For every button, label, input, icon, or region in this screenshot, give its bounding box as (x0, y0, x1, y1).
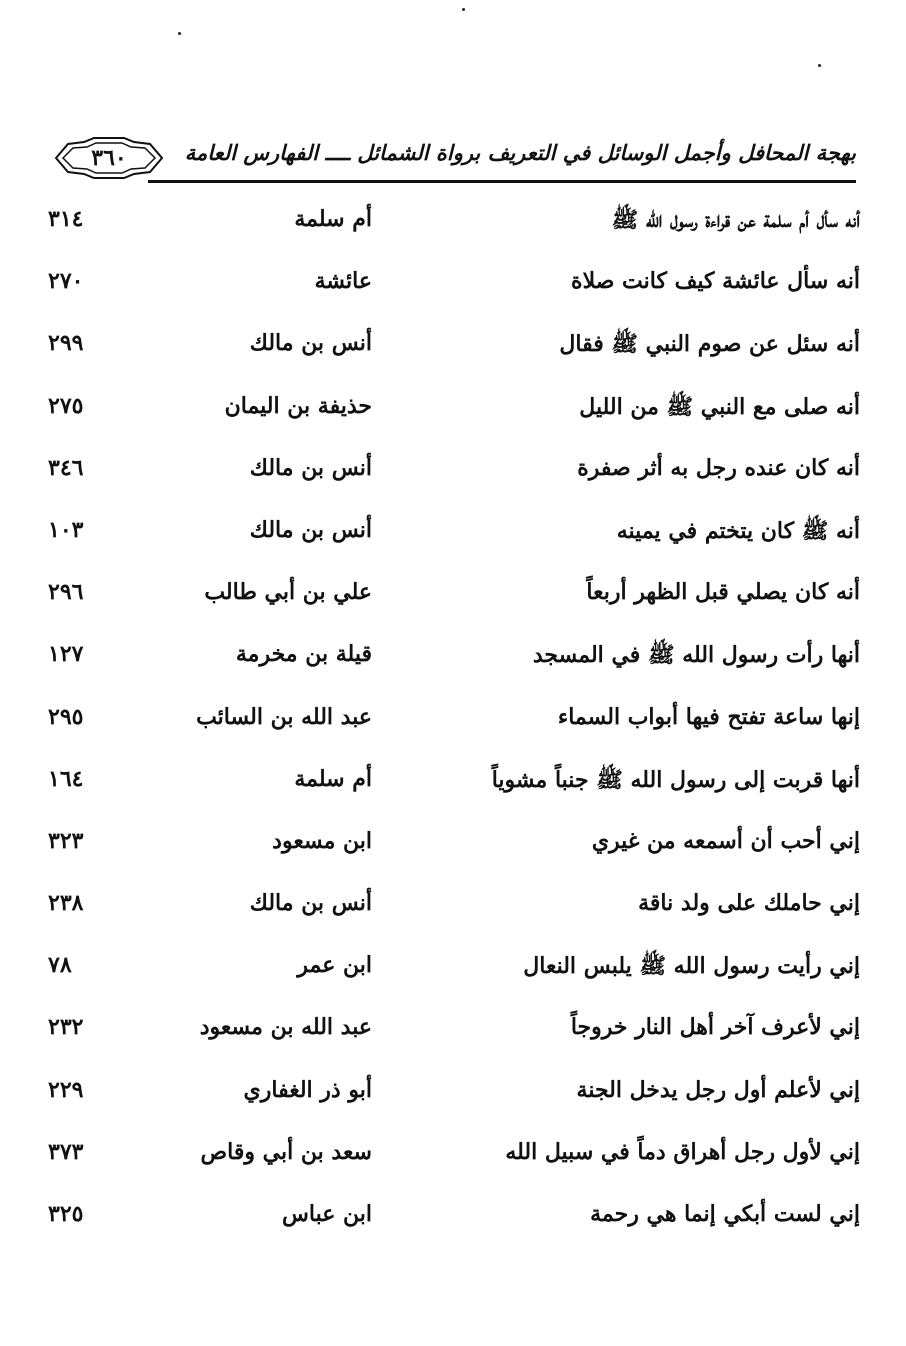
hadith-incipit: أنه كان يصلي قبل الظهر أربعاً (586, 579, 860, 606)
page-reference: ٢٩٥ (48, 703, 84, 730)
hadith-incipit: أنها قربت إلى رسول الله ﷺ جنباً مشوياً (491, 766, 860, 793)
index-entry-row (40, 942, 860, 1004)
narrator-name: أنس بن مالك (249, 516, 372, 543)
hadith-incipit: أنه سأل عائشة كيف كانت صلاة (571, 268, 860, 295)
index-entry-row (40, 631, 860, 693)
index-entry-row (40, 507, 860, 569)
page-reference: ٢٧٠ (48, 268, 84, 295)
page-reference: ٢٧٥ (48, 392, 84, 419)
hadith-incipit: أنه صلى مع النبي ﷺ من الليل (579, 393, 860, 420)
hadith-incipit: أنها رأت رسول الله ﷺ في المسجد (532, 642, 860, 669)
hadith-incipit: إني لست أبكي إنما هي رحمة (590, 1201, 860, 1227)
index-entry-row (40, 1191, 860, 1253)
hadith-incipit: إنها ساعة تفتح فيها أبواب السماء (557, 703, 860, 730)
page-reference: ٢٩٩ (48, 330, 84, 357)
page-reference: ٧٨ (48, 952, 72, 979)
hadith-incipit: أنه سأل أم سلمة عن قراءة رسول الله ﷺ (611, 207, 860, 233)
narrator-name: أنس بن مالك (249, 454, 372, 481)
narrator-name: سعد بن أبي وقاص (200, 1138, 372, 1165)
page-reference: ١٠٣ (48, 516, 84, 543)
hadith-incipit: إني لأول رجل أهراق دماً في سبيل الله (505, 1138, 860, 1165)
scan-speck (818, 64, 821, 67)
index-entry-row (40, 1004, 860, 1066)
narrator-name: أنس بن مالك (249, 890, 372, 917)
hadith-incipit: إني أحب أن أسمعه من غيري (591, 827, 860, 854)
narrator-name: عبد الله بن السائب (196, 703, 372, 730)
page-reference: ٢٩٦ (48, 579, 84, 606)
narrator-name: ابن عباس (282, 1201, 372, 1227)
narrator-name: حذيفة بن اليمان (224, 392, 372, 419)
narrator-name: ابن عمر (297, 952, 372, 979)
scan-speck (462, 8, 465, 11)
page-reference: ٣٢٣ (48, 827, 84, 854)
scan-speck (178, 32, 181, 35)
index-entry-row (40, 445, 860, 507)
page-reference: ٣٤٦ (48, 454, 84, 481)
index-entry-row (40, 196, 860, 258)
page-reference: ٢٣٢ (48, 1014, 84, 1041)
index-entry-row (40, 320, 860, 382)
hadith-incipit: إني لأعلم أول رجل يدخل الجنة (576, 1076, 860, 1103)
hadith-incipit: أنه سئل عن صوم النبي ﷺ فقال (559, 331, 860, 358)
index-entry-row (40, 880, 860, 942)
page-reference: ٣٧٣ (48, 1138, 84, 1165)
hadith-incipit: أنه كان عنده رجل به أثر صفرة (577, 454, 860, 481)
hadith-incipit: إني لأعرف آخر أهل النار خروجاً (570, 1014, 860, 1041)
page-reference: ٣١٤ (48, 206, 84, 232)
index-entry-row (40, 1129, 860, 1191)
narrator-name: علي بن أبي طالب (204, 579, 372, 606)
page-reference: ١٢٧ (48, 641, 84, 668)
narrator-name: عائشة (314, 268, 372, 295)
page-reference: ١٦٤ (48, 765, 84, 792)
narrator-name: أم سلمة (294, 206, 372, 232)
header-rule (148, 180, 856, 183)
narrator-name: عبد الله بن مسعود (199, 1014, 372, 1041)
header-title: بهجة المحافل وأجمل الوسائل في التعريف برواة الشمائل ــــ الفهارس العامة (184, 140, 856, 165)
hadith-incipit: إني رأيت رسول الله ﷺ يلبس النعال (523, 953, 860, 980)
index-entry-row (40, 569, 860, 631)
page-reference: ٢٣٨ (48, 890, 84, 917)
page-number-badge (54, 136, 164, 180)
index-list (40, 196, 860, 1253)
narrator-name: أنس بن مالك (249, 330, 372, 357)
hadith-incipit: أنه ﷺ كان يتختم في يمينه (616, 517, 860, 544)
narrator-name: قيلة بن مخرمة (235, 641, 372, 668)
page-reference: ٣٢٥ (48, 1201, 84, 1227)
index-entry-row (40, 694, 860, 756)
index-entry-row (40, 818, 860, 880)
index-entry-row (40, 756, 860, 818)
narrator-name: أبو ذر الغفاري (243, 1076, 372, 1103)
running-header (48, 128, 856, 192)
hadith-incipit: إني حاملك على ولد ناقة (638, 890, 860, 917)
page-reference: ٢٢٩ (48, 1076, 84, 1103)
narrator-name: ابن مسعود (272, 827, 372, 854)
index-entry-row (40, 258, 860, 320)
narrator-name: أم سلمة (294, 765, 372, 792)
index-entry-row (40, 383, 860, 445)
page-number: ٣٦٠ (91, 145, 127, 171)
index-entry-row (40, 1067, 860, 1129)
